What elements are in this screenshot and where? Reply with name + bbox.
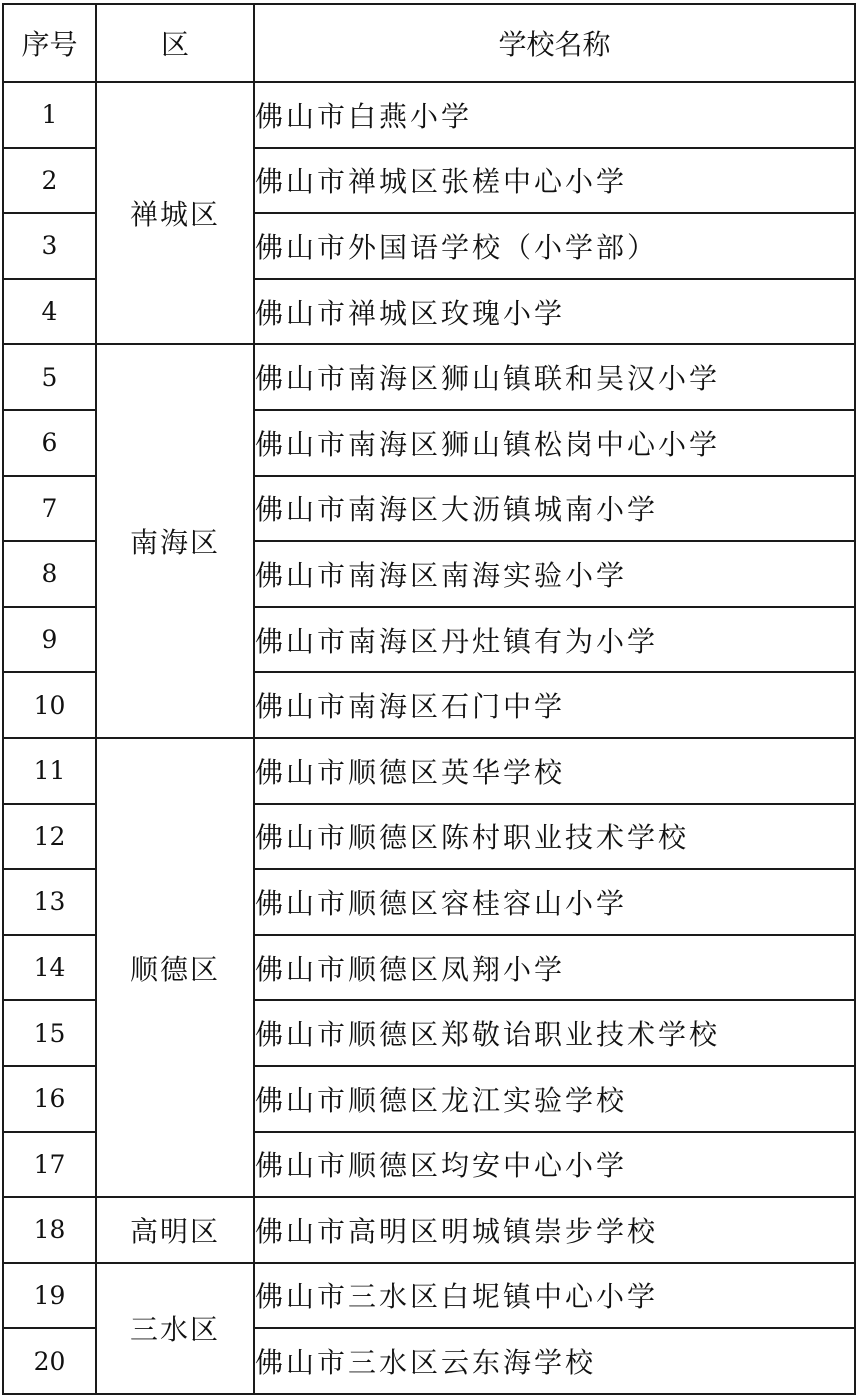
district-cell: 南海区	[96, 344, 254, 738]
table-row	[3, 738, 855, 804]
school-name-cell: 佛山市南海区狮山镇松岗中心小学	[254, 410, 855, 476]
header-district: 区	[96, 4, 254, 82]
serial-number-cell: 19	[3, 1263, 96, 1329]
serial-number-cell: 17	[3, 1132, 96, 1198]
table-row	[3, 344, 855, 410]
serial-number-cell: 18	[3, 1197, 96, 1263]
district-cell: 高明区	[96, 1197, 254, 1263]
serial-number-cell: 12	[3, 804, 96, 870]
serial-number-cell: 4	[3, 279, 96, 345]
school-name-cell: 佛山市顺德区郑敬诒职业技术学校	[254, 1000, 855, 1066]
table-header-row	[3, 4, 855, 82]
school-name-cell: 佛山市白燕小学	[254, 82, 855, 148]
serial-number-cell: 15	[3, 1000, 96, 1066]
serial-number-cell: 11	[3, 738, 96, 804]
serial-number-cell: 9	[3, 607, 96, 673]
school-list-table	[2, 3, 856, 1395]
table-row	[3, 1197, 855, 1263]
school-name-cell: 佛山市外国语学校（小学部）	[254, 213, 855, 279]
school-name-cell: 佛山市顺德区龙江实验学校	[254, 1066, 855, 1132]
school-name-cell: 佛山市禅城区玫瑰小学	[254, 279, 855, 345]
district-cell: 三水区	[96, 1263, 254, 1394]
serial-number-cell: 3	[3, 213, 96, 279]
school-name-cell: 佛山市三水区白坭镇中心小学	[254, 1263, 855, 1329]
school-name-cell: 佛山市顺德区均安中心小学	[254, 1132, 855, 1198]
school-name-cell: 佛山市南海区石门中学	[254, 672, 855, 738]
school-name-cell: 佛山市顺德区陈村职业技术学校	[254, 804, 855, 870]
serial-number-cell: 13	[3, 869, 96, 935]
school-name-cell: 佛山市禅城区张槎中心小学	[254, 148, 855, 214]
serial-number-cell: 16	[3, 1066, 96, 1132]
serial-number-cell: 2	[3, 148, 96, 214]
table-row	[3, 1263, 855, 1329]
school-name-cell: 佛山市顺德区英华学校	[254, 738, 855, 804]
school-name-cell: 佛山市三水区云东海学校	[254, 1328, 855, 1394]
serial-number-cell: 14	[3, 935, 96, 1001]
serial-number-cell: 8	[3, 541, 96, 607]
serial-number-cell: 6	[3, 410, 96, 476]
school-name-cell: 佛山市顺德区凤翔小学	[254, 935, 855, 1001]
school-name-cell: 佛山市顺德区容桂容山小学	[254, 869, 855, 935]
serial-number-cell: 20	[3, 1328, 96, 1394]
school-name-cell: 佛山市南海区丹灶镇有为小学	[254, 607, 855, 673]
table-body	[3, 82, 855, 1394]
header-serial-number: 序号	[3, 4, 96, 82]
serial-number-cell: 1	[3, 82, 96, 148]
school-name-cell: 佛山市南海区南海实验小学	[254, 541, 855, 607]
serial-number-cell: 10	[3, 672, 96, 738]
header-school-name: 学校名称	[254, 4, 855, 82]
district-cell: 顺德区	[96, 738, 254, 1197]
school-name-cell: 佛山市高明区明城镇崇步学校	[254, 1197, 855, 1263]
serial-number-cell: 7	[3, 476, 96, 542]
school-name-cell: 佛山市南海区狮山镇联和吴汉小学	[254, 344, 855, 410]
table-row	[3, 82, 855, 148]
serial-number-cell: 5	[3, 344, 96, 410]
school-name-cell: 佛山市南海区大沥镇城南小学	[254, 476, 855, 542]
district-cell: 禅城区	[96, 82, 254, 344]
